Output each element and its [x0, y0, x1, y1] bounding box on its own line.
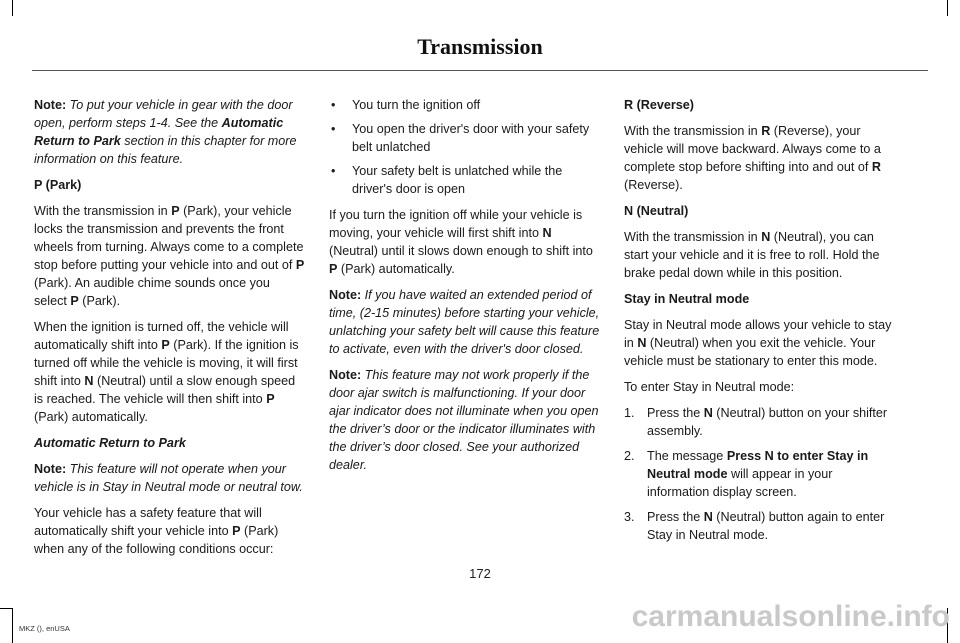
crop-mark-top-right-v [947, 0, 948, 16]
automatic-return-to-park-ref: Automatic Return to Park [34, 116, 284, 148]
crop-mark-top-left-v [12, 0, 13, 16]
moving-ignition-paragraph: If you turn the ignition off while your vehicle is moving, your vehicle will first shift into N (Neutral) until it slows down enough to shift into P (Park) automatically. [329, 208, 593, 276]
note-door-ajar: Note: This feature may not work properly if the door ajar switch is malfunctioning. If your door ajar indicator does not illuminate when you open the driver’s door or the indicator illuminates with the driver’s door closed. See your authorized dealer. [329, 368, 599, 472]
stay-in-neutral-heading: Stay in Neutral mode [624, 292, 750, 306]
column-2 [329, 96, 601, 482]
reverse-heading: R (Reverse) [624, 98, 694, 112]
neutral-heading: N (Neutral) [624, 204, 689, 218]
page-title: Transmission [417, 34, 543, 59]
ignition-paragraph: When the ignition is turned off, the vehicle will automatically shift into P (Park). If the ignition is turned off while the vehicle is moving, it will first shift into N (Neutral) until a slow enough speed is reached. The vehicle will then shift into P (Park) automatically. [34, 320, 299, 424]
steps-list [624, 404, 896, 544]
crop-mark-bottom-left-h [0, 608, 13, 609]
list-item: • You turn the ignition off [329, 96, 601, 114]
reverse-paragraph: With the transmission in R (Reverse), your vehicle will move backward. Always come to a complete stop before shifting into and out of R (Reverse). [624, 124, 881, 192]
neutral-paragraph: With the transmission in N (Neutral), you can start your vehicle and it is free to roll. Hold the brake pedal down while in this position. [624, 230, 880, 280]
park-heading: P (Park) [34, 178, 82, 192]
conditions-list [329, 96, 601, 198]
list-item: • You open the driver's door with your safety belt unlatched [329, 120, 601, 156]
header-divider [32, 70, 928, 71]
column-3 [624, 96, 896, 551]
park-paragraph: With the transmission in P (Park), your vehicle locks the transmission and prevents the front wheels from turning. Always come to a complete stop before putting your vehicle into and out of P (Park). An audible chime sounds once you select P (Park). [34, 204, 305, 308]
watermark: carmanualsonline.info [631, 600, 950, 633]
list-item: 3. Press the N (Neutral) button again to enter Stay in Neutral mode. [624, 510, 885, 542]
automatic-return-to-park-heading: Automatic Return to Park [34, 436, 186, 450]
note-door-open: Note: To put your vehicle in gear with the door open, perform steps 1-4. See the Automatic Return to Park section in this chapter for more information on this feature. [34, 98, 297, 166]
safety-feature-paragraph: Your vehicle has a safety feature that will automatically shift your vehicle into P (Park) when any of the following conditions occur: [34, 506, 279, 556]
stay-in-neutral-paragraph: Stay in Neutral mode allows your vehicle to stay in N (Neutral) when you exit the vehicle. Your vehicle must be stationary to enter this mode. [624, 318, 892, 368]
enter-stay-in-neutral-intro: To enter Stay in Neutral mode: [624, 380, 795, 394]
list-item: • Your safety belt is unlatched while the driver's door is open [329, 162, 601, 198]
footer-doc-code: MKZ (), enUSA [19, 624, 70, 633]
crop-mark-bottom-left-v [12, 608, 13, 643]
page-number: 172 [469, 566, 491, 581]
list-item: 2. The message Press N to enter Stay in Neutral mode will appear in your information display screen. [624, 449, 869, 499]
note-stay-in-neutral: Note: This feature will not operate when your vehicle is in Stay in Neutral mode or neutral tow. [34, 462, 303, 494]
list-item: 1. Press the N (Neutral) button on your shifter assembly. [624, 406, 888, 438]
note-extended-period: Note: If you have waited an extended period of time, (2-15 minutes) before starting your vehicle, unlatching your safety belt will cause this feature to activate, even with the driver's door closed. [329, 288, 600, 356]
column-1 [34, 96, 306, 566]
